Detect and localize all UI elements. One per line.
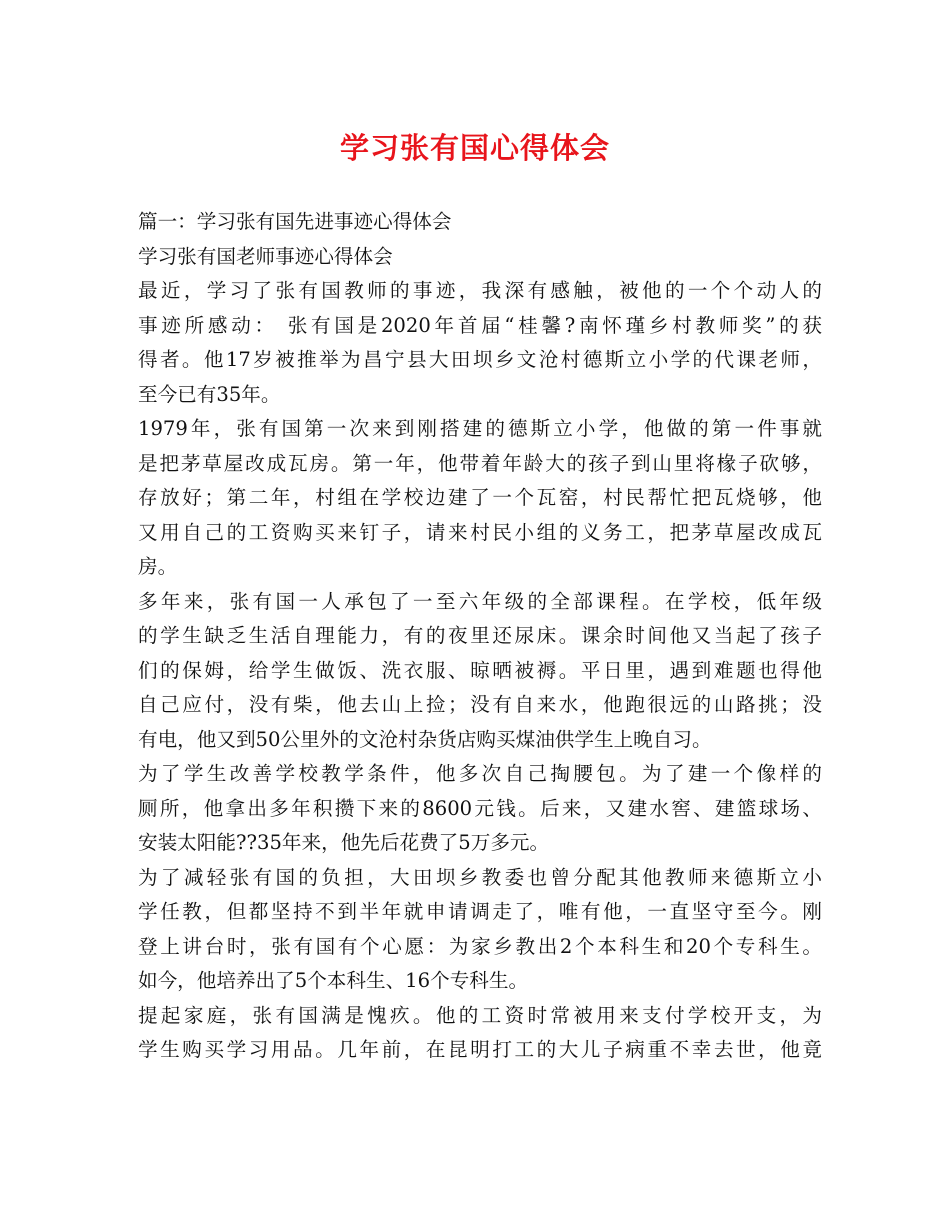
body-line: 最近，学习了张有国教师的事迹，我深有感触，被他的一个个动人的 xyxy=(138,279,822,302)
body-line: 多年来，张有国一人承包了一至六年级的全部课程。在学校，低年级 xyxy=(138,589,822,613)
body-line: 得者。他17岁被推举为昌宁县大田坝乡文沧村德斯立小学的代课老师， xyxy=(138,348,822,371)
body-line: 为了学生改善学校教学条件，他多次自己掏腰包。为了建一个像样的 xyxy=(138,762,822,785)
body-line: 事迹所感动： 张有国是2020年首届“桂馨?南怀瑾乡村教师奖”的获 xyxy=(138,313,822,337)
document-title: 学习张有国心得体会 xyxy=(339,131,610,165)
body-line: 是把茅草屋改成瓦房。第一年，他带着年龄大的孩子到山里将椽子砍够， xyxy=(138,451,822,475)
body-line: 学任教，但都坚持不到半年就申请调走了，唯有他，一直坚守至今。刚 xyxy=(138,900,822,923)
body-line: 的学生缺乏生活自理能力，有的夜里还尿床。课余时间他又当起了孩子 xyxy=(138,624,822,647)
body-line: 厕所，他拿出多年积攒下来的8600元钱。后来，又建水窖、建篮球场、 xyxy=(138,796,822,820)
body-line: 篇一：学习张有国先进事迹心得体会 xyxy=(138,210,452,233)
body-line: 存放好；第二年，村组在学校边建了一个瓦窑，村民帮忙把瓦烧够，他 xyxy=(138,486,822,509)
body-line: 自己应付，没有柴，他去山上捡；没有自来水，他跑很远的山路挑；没 xyxy=(138,693,822,716)
body-line: 提起家庭，张有国满是愧疚。他的工资时常被用来支付学校开支，为 xyxy=(138,1003,822,1027)
body-line: 又用自己的工资购买来钉子，请来村民小组的义务工，把茅草屋改成瓦 xyxy=(138,520,822,544)
body-line: 们的保姆，给学生做饭、洗衣服、晾晒被褥。平日里，遇到难题也得他 xyxy=(138,658,822,682)
body-line: 为了减轻张有国的负担，大田坝乡教委也曾分配其他教师来德斯立小 xyxy=(138,865,822,889)
body-line: 安装太阳能??35年来，他先后花费了5万多元。 xyxy=(138,831,550,854)
body-line: 如今，他培养出了5个本科生、16个专科生。 xyxy=(138,969,529,992)
body-line: 学习张有国老师事迹心得体会 xyxy=(138,244,393,268)
body-line: 至今已有35年。 xyxy=(138,382,281,406)
body-line: 有电，他又到50公里外的文沧村杂货店购买煤油供学生上晚自习。 xyxy=(138,727,712,751)
body-line: 1979年，张有国第一次来到刚搭建的德斯立小学，他做的第一件事就 xyxy=(138,417,822,440)
body-line: 学生购买学习用品。几年前，在昆明打工的大儿子病重不幸去世，他竟 xyxy=(138,1038,822,1061)
body-line: 房。 xyxy=(138,555,178,578)
document-body xyxy=(138,205,822,1068)
body-line: 登上讲台时，张有国有个心愿：为家乡教出2个本科生和20个专科生。 xyxy=(138,934,822,958)
